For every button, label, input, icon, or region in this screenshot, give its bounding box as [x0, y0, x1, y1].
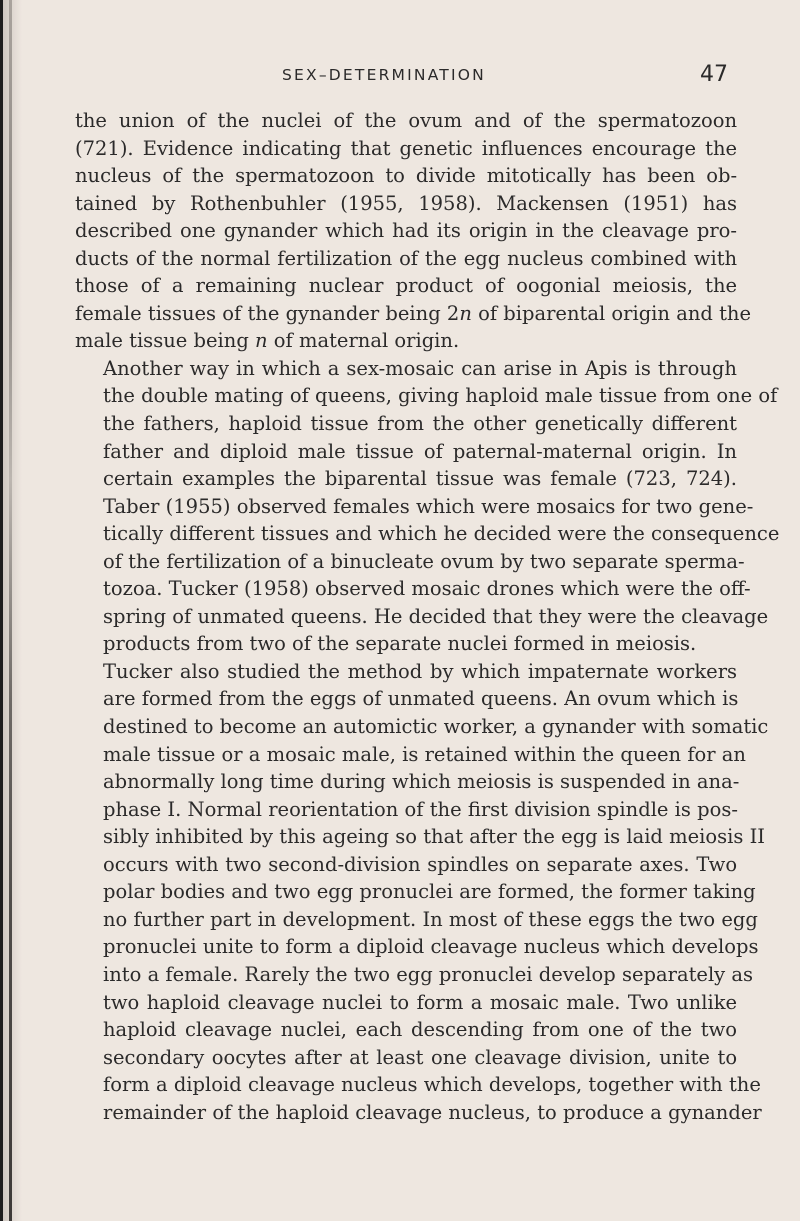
- text-line: polar bodies and two egg pronuclei are formed, the former taking: [103, 880, 756, 904]
- text-line: tozoa. Tucker (1958) observed mosaic drones which were the off-: [103, 577, 751, 601]
- text-line: the fathers, haploid tissue from the other genetically different: [103, 412, 738, 436]
- text-line: sibly inhibited by this ageing so that after the egg is laid meiosis II: [103, 825, 765, 849]
- body-text: [75, 107, 780, 1126]
- text-line: secondary oocytes after at least one cleavage division, unite to: [103, 1045, 738, 1069]
- text-line: phase I. Normal reorientation of the first division spindle is pos-: [103, 797, 738, 821]
- text-line: no further part in development. In most of these eggs the two egg: [103, 907, 758, 931]
- paragraph: [75, 107, 751, 355]
- text-line: destined to become an automictic worker, a gynander with somatic: [103, 715, 769, 739]
- text-line: two haploid cleavage nuclei to form a mosaic male. Two unlike: [103, 990, 738, 1014]
- text-line: abnormally long time during which meiosis is suspended in ana-: [103, 770, 740, 794]
- paragraph: [75, 355, 780, 658]
- text-line: father and diploid male tissue of paternal-maternal origin. In: [103, 439, 737, 463]
- text-line: remainder of the haploid cleavage nucleus, to produce a gynander: [103, 1100, 762, 1124]
- text-line: male tissue being n of maternal origin.: [75, 329, 460, 353]
- text-line: into a female. Rarely the two egg pronuclei develop separately as: [103, 962, 754, 986]
- page-number: 47: [700, 62, 728, 87]
- text-line: spring of unmated queens. He decided that they were the cleavage: [103, 604, 769, 628]
- text-line: products from two of the separate nuclei formed in meiosis.: [103, 632, 697, 656]
- text-line: Taber (1955) observed females which were mosaics for two gene-: [103, 494, 754, 518]
- text-line: the union of the nuclei of the ovum and of the spermatozoon: [75, 109, 738, 132]
- running-title: SEX–DETERMINATION: [282, 66, 486, 84]
- paragraph: [75, 658, 769, 1126]
- text-line: female tissues of the gynander being 2n of biparental origin and the: [75, 301, 751, 325]
- text-line: of the fertilization of a binucleate ovum by two separate sperma-: [103, 549, 745, 573]
- text-line: the double mating of queens, giving haploid male tissue from one of: [103, 384, 778, 408]
- text-line: are formed from the eggs of unmated queens. An ovum which is: [103, 687, 739, 711]
- text-line: Another way in which a sex-mosaic can arise in Apis is through: [103, 356, 737, 380]
- text-line: form a diploid cleavage nucleus which develops, together with the: [103, 1073, 761, 1097]
- text-line: Tucker also studied the method by which impaternate workers: [103, 659, 738, 683]
- book-spine-edge: [9, 0, 12, 1221]
- text-line: ducts of the normal fertilization of the egg nucleus combined with: [75, 246, 738, 270]
- text-line: tained by Rothenbuhler (1955, 1958). Mackensen (1951) has: [75, 191, 738, 215]
- text-line: described one gynander which had its origin in the cleavage pro-: [75, 219, 738, 243]
- text-line: certain examples the biparental tissue was female (723, 724).: [103, 467, 737, 491]
- text-line: occurs with two second-division spindles on separate axes. Two: [103, 852, 738, 876]
- text-line: haploid cleavage nuclei, each descending from one of the two: [103, 1018, 737, 1042]
- text-line: pronuclei unite to form a diploid cleavage nucleus which develops: [103, 935, 759, 959]
- text-line: tically different tissues and which he decided were the consequence: [103, 522, 780, 546]
- text-line: those of a remaining nuclear product of oogonial meiosis, the: [75, 274, 738, 298]
- text-line: nucleus of the spermatozoon to divide mitotically has been ob-: [75, 164, 738, 188]
- text-line: (721). Evidence indicating that genetic influences encourage the: [75, 136, 738, 160]
- text-line: male tissue or a mosaic male, is retained within the queen for an: [103, 742, 746, 766]
- running-header: [0, 62, 800, 96]
